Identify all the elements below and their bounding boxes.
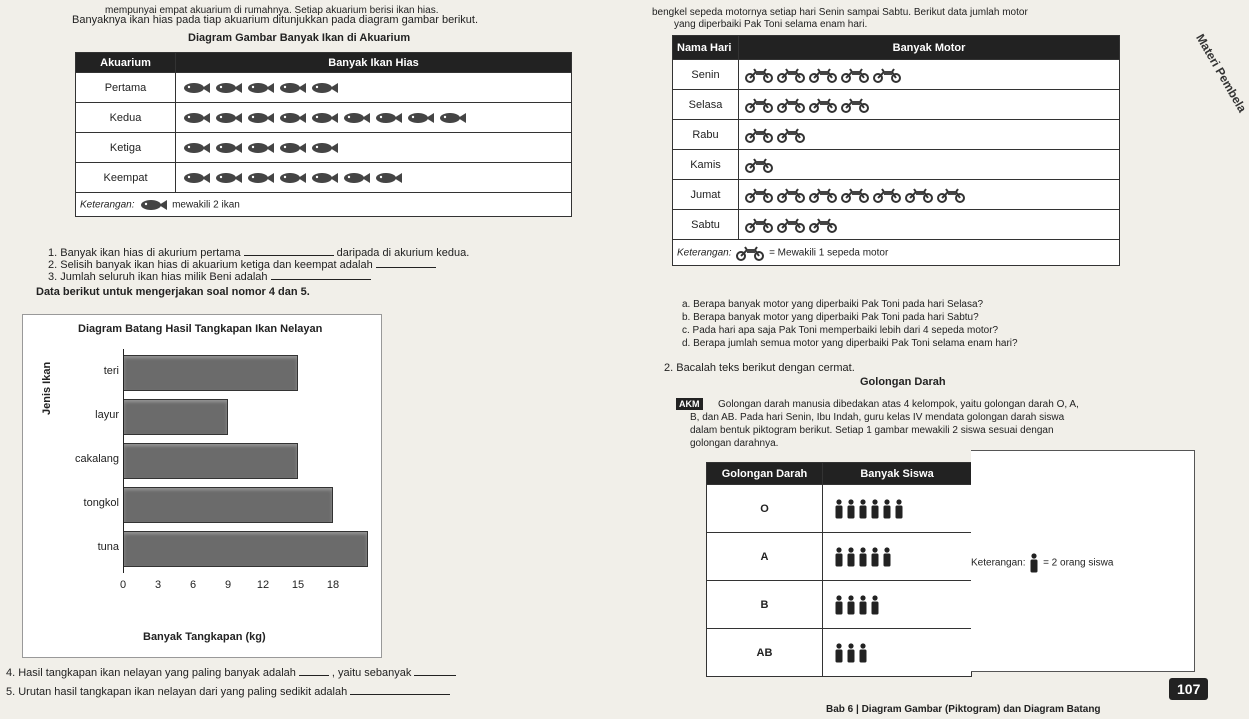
left-header-line2: Banyaknya ikan hias pada tiap akuarium ditunjukkan pada diagram gambar berikut. (72, 14, 479, 26)
motor-row-icons (739, 150, 1120, 180)
fish-icon (406, 112, 434, 124)
x-tick-label: 18 (326, 579, 340, 591)
paragraph-line3: dalam bentuk piktogram berikut. Setiap 1 gambar mewakili 2 siswa sesuai dengan (690, 425, 1054, 436)
blood-legend-box (971, 450, 1195, 672)
motorcycle-icon (872, 67, 902, 83)
left-header-line1: mempunyai empat akuarium di rumahnya. Setiap akuarium berisi ikan hias. (105, 5, 439, 16)
motor-legend-label: Keterangan: (677, 247, 732, 259)
motorcycle-icon (776, 67, 806, 83)
akm-badge: AKM (676, 398, 703, 410)
fish-icon (310, 142, 338, 154)
fish-icon (342, 112, 370, 124)
student-icon (846, 595, 856, 615)
right-top-line1: bengkel sepeda motornya setiap hari Senin sampai Sabtu. Berikut data jumlah motor (652, 7, 1028, 18)
motor-col-hari: Nama Hari (673, 36, 739, 60)
blood-row-icons (823, 533, 972, 581)
fish-icon (182, 172, 210, 184)
motorcycle-icon (744, 157, 774, 173)
answer-blank[interactable] (299, 675, 329, 676)
answer-blank[interactable] (414, 675, 456, 676)
fish-col-akuarium: Akuarium (76, 53, 176, 73)
fish-icon (278, 172, 306, 184)
table-row (707, 485, 972, 533)
fish-icon (214, 172, 242, 184)
blood-legend (971, 553, 1113, 573)
motorcycle-icon (744, 127, 774, 143)
table-row (76, 133, 572, 163)
motor-row-label: Sabtu (673, 210, 739, 240)
fish-row-label: Keempat (76, 163, 176, 193)
question-5-text: 5. Urutan hasil tangkapan ikan nelayan dari yang paling sedikit adalah (6, 686, 348, 698)
student-icon (846, 547, 856, 567)
motorcycle-icon (840, 187, 870, 203)
table-row (673, 120, 1120, 150)
fish-icon (310, 112, 338, 124)
bar-layur (123, 399, 228, 435)
fish-icon (278, 112, 306, 124)
bar-tongkol (123, 487, 333, 523)
bar-tuna (123, 531, 368, 567)
blood-row-icons (823, 581, 972, 629)
question-5 (6, 686, 453, 699)
student-icon (870, 595, 880, 615)
question-3 (48, 271, 374, 284)
answer-blank[interactable] (271, 279, 371, 280)
table-row (76, 163, 572, 193)
motor-legend-text: = Mewakili 1 sepeda motor (769, 247, 889, 259)
student-icon (858, 499, 868, 519)
table-row (707, 629, 972, 677)
student-icon (894, 499, 904, 519)
fish-icon (310, 172, 338, 184)
table-row (76, 103, 572, 133)
y-axis (123, 349, 124, 573)
fish-icon (182, 142, 210, 154)
fish-col-banyak: Banyak Ikan Hias (176, 53, 572, 73)
fish-icon (246, 82, 274, 94)
fish-icon (246, 142, 274, 154)
answer-blank[interactable] (350, 694, 450, 695)
student-icon (858, 595, 868, 615)
question-2-text: 2. Selisih banyak ikan hias di akuarium ketiga dan keempat adalah (48, 259, 373, 271)
question-2-read: 2. Bacalah teks berikut dengan cermat. (664, 362, 855, 374)
bar-label: layur (95, 409, 119, 421)
fish-row-label: Pertama (76, 73, 176, 103)
question-4 (6, 667, 459, 680)
student-icon (846, 499, 856, 519)
motorcycle-icon (744, 187, 774, 203)
paragraph-line2: B, dan AB. Pada hari Senin, Ibu Indah, guru kelas IV mendata golongan darah siswa (690, 412, 1065, 423)
fish-icon (246, 172, 274, 184)
blood-col-banyak: Banyak Siswa (823, 463, 972, 485)
motorcycle-icon (904, 187, 934, 203)
motorcycle-icon (936, 187, 966, 203)
motorcycle-icon (776, 217, 806, 233)
bar-label: tuna (97, 541, 119, 553)
motor-row-icons (739, 60, 1120, 90)
fish-icon (246, 112, 274, 124)
bar-cakalang (123, 443, 298, 479)
answer-blank[interactable] (376, 267, 436, 268)
blood-row-label: AB (707, 629, 823, 677)
student-icon (846, 643, 856, 663)
motorcycle-icon (808, 67, 838, 83)
motorcycle-icon (744, 97, 774, 113)
x-tick-label: 12 (256, 579, 270, 591)
blood-row-label: A (707, 533, 823, 581)
motor-row-icons (739, 120, 1120, 150)
blood-row-icons (823, 629, 972, 677)
motor-row-icons (739, 210, 1120, 240)
x-tick-label: 6 (189, 579, 197, 591)
fish-icon (214, 82, 242, 94)
x-tick-label: 0 (119, 579, 127, 591)
fish-legend-text: mewakili 2 ikan (172, 199, 240, 211)
fish-legend-label: Keterangan: (80, 199, 135, 211)
motorcycle-icon (776, 127, 806, 143)
question-c: c. Pada hari apa saja Pak Toni memperbaiki lebih dari 4 sepeda motor? (682, 325, 999, 336)
fish-row-icons (176, 163, 572, 193)
question-4-part-b: , yaitu sebanyak (331, 667, 412, 679)
fish-icon (278, 82, 306, 94)
fish-pictogram-table (75, 52, 572, 217)
bar-chart-box (22, 314, 382, 658)
question-a: a. Berapa banyak motor yang diperbaiki Pak Toni pada hari Selasa? (682, 299, 984, 310)
page-number: 107 (1169, 678, 1208, 700)
motor-col-banyak: Banyak Motor (739, 36, 1120, 60)
blood-legend-text: = 2 orang siswa (1043, 557, 1114, 569)
fish-icon (214, 142, 242, 154)
student-icon (834, 643, 844, 663)
x-tick-label: 3 (154, 579, 162, 591)
motor-row-label: Jumat (673, 180, 739, 210)
bar-chart-ylabel: Jenis Ikan (41, 361, 53, 415)
question-1-part-a: 1. Banyak ikan hias di akurium pertama (48, 247, 241, 259)
fish-icon (374, 172, 402, 184)
fish-icon (278, 142, 306, 154)
motor-row-icons (739, 180, 1120, 210)
fish-row-icons (176, 73, 572, 103)
right-top-line2: yang diperbaiki Pak Toni selama enam hari. (674, 19, 868, 30)
table-row (707, 581, 972, 629)
bar-label: teri (103, 365, 119, 377)
table-row (673, 180, 1120, 210)
student-icon (858, 643, 868, 663)
fish-icon (310, 82, 338, 94)
fish-icon (182, 82, 210, 94)
motorcycle-icon (776, 97, 806, 113)
question-3-text: 3. Jumlah seluruh ikan hias milik Beni adalah (48, 271, 268, 283)
bar-teri (123, 355, 298, 391)
student-icon (882, 499, 892, 519)
x-tick-label: 15 (291, 579, 305, 591)
fish-icon (182, 112, 210, 124)
motor-row-label: Kamis (673, 150, 739, 180)
fish-row-label: Ketiga (76, 133, 176, 163)
golongan-darah-title: Golongan Darah (860, 376, 946, 388)
question-4-part-a: 4. Hasil tangkapan ikan nelayan yang paling banyak adalah (6, 667, 296, 679)
student-icon (870, 499, 880, 519)
bar-label: cakalang (74, 453, 119, 465)
motorcycle-icon (872, 187, 902, 203)
motorcycle-icon (840, 97, 870, 113)
fish-legend (76, 193, 572, 217)
table-row (673, 150, 1120, 180)
table-row (673, 60, 1120, 90)
motorcycle-icon (808, 97, 838, 113)
motor-row-icons (739, 90, 1120, 120)
fish-icon (214, 112, 242, 124)
fish-row-icons (176, 103, 572, 133)
motor-row-label: Selasa (673, 90, 739, 120)
answer-blank[interactable] (244, 255, 334, 256)
student-icon (834, 547, 844, 567)
motorcycle-icon (735, 245, 765, 261)
question-1-part-b: daripada di akurium kedua. (336, 247, 470, 259)
fish-icon (342, 172, 370, 184)
question-d: d. Berapa jumlah semua motor yang diperbaiki Pak Toni selama enam hari? (682, 338, 1018, 349)
student-icon (834, 499, 844, 519)
motor-pictogram-table (672, 35, 1120, 266)
question-b: b. Berapa banyak motor yang diperbaiki Pak Toni pada hari Sabtu? (682, 312, 979, 323)
side-tab: Materi Pembela (1193, 31, 1249, 115)
x-tick-label: 9 (224, 579, 232, 591)
table-row (673, 210, 1120, 240)
footer-chapter: Bab 6 | Diagram Gambar (Piktogram) dan Diagram Batang (826, 704, 1101, 715)
motorcycle-icon (808, 217, 838, 233)
motorcycle-icon (776, 187, 806, 203)
student-icon (834, 595, 844, 615)
paragraph-line1: Golongan darah manusia dibedakan atas 4 kelompok, yaitu golongan darah O, A, (718, 399, 1079, 410)
fish-icon (438, 112, 466, 124)
student-icon (1029, 553, 1039, 573)
table-row (707, 533, 972, 581)
table-row (76, 73, 572, 103)
fish-row-icons (176, 133, 572, 163)
motor-row-label: Senin (673, 60, 739, 90)
blood-row-label: B (707, 581, 823, 629)
table-row (673, 90, 1120, 120)
bar-label: tongkol (83, 497, 119, 509)
student-icon (882, 547, 892, 567)
student-icon (870, 547, 880, 567)
motorcycle-icon (744, 67, 774, 83)
blood-row-label: O (707, 485, 823, 533)
fish-icon (139, 199, 167, 211)
motor-legend (673, 240, 1120, 266)
motorcycle-icon (808, 187, 838, 203)
bar-chart-plot (23, 315, 383, 659)
bar-chart-xlabel: Banyak Tangkapan (kg) (143, 631, 266, 643)
paragraph-line4: golongan darahnya. (690, 438, 779, 449)
fish-row-label: Kedua (76, 103, 176, 133)
fish-pictogram-title: Diagram Gambar Banyak Ikan di Akuarium (188, 32, 411, 44)
motorcycle-icon (840, 67, 870, 83)
fish-icon (374, 112, 402, 124)
motorcycle-icon (744, 217, 774, 233)
motor-row-label: Rabu (673, 120, 739, 150)
bar-chart-title: Diagram Batang Hasil Tangkapan Ikan Nelayan (78, 323, 323, 335)
blood-row-icons (823, 485, 972, 533)
blood-col-golongan: Golongan Darah (707, 463, 823, 485)
student-icon (858, 547, 868, 567)
blood-legend-label: Keterangan: (971, 557, 1026, 569)
data-heading: Data berikut untuk mengerjakan soal nomor 4 dan 5. (36, 286, 310, 298)
blood-pictogram-table (706, 462, 972, 677)
